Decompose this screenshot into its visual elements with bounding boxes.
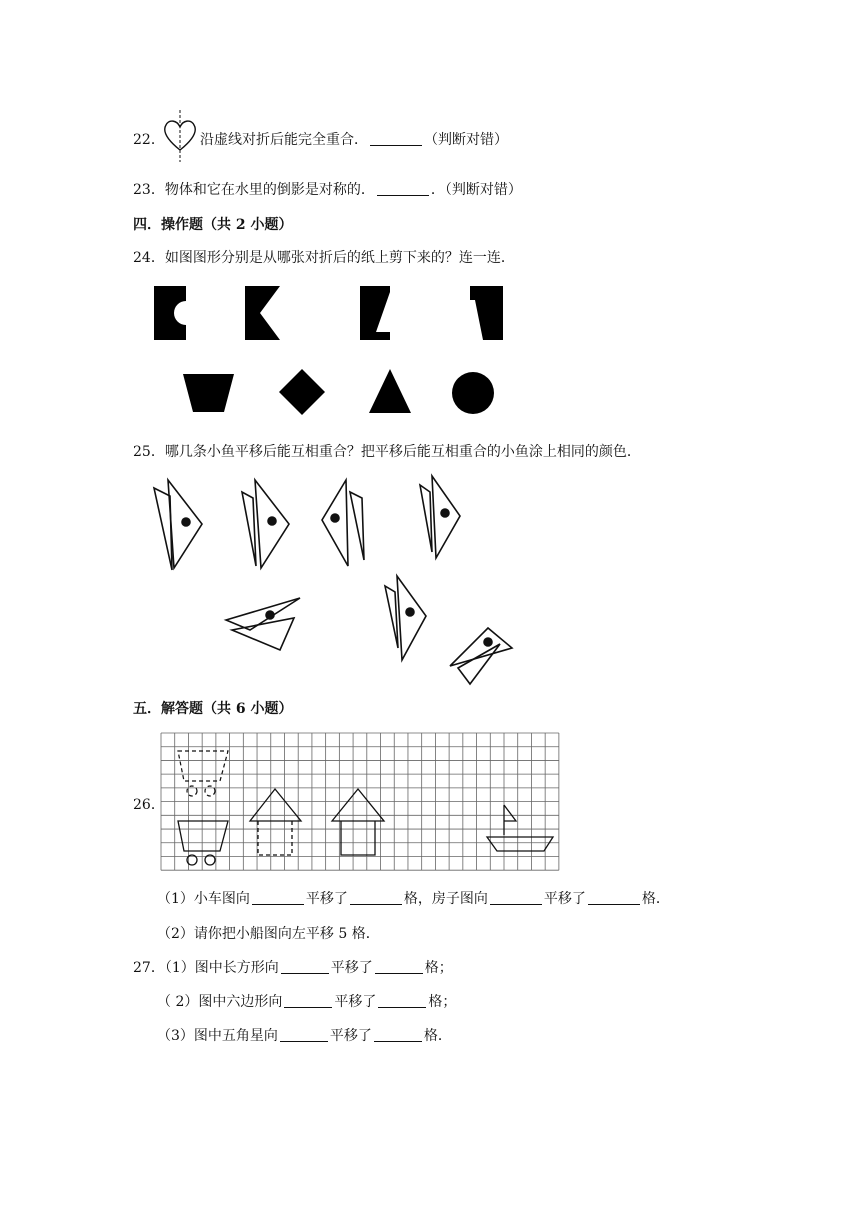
q26-car-direction-blank[interactable]	[252, 903, 304, 905]
folded-paper-diamond	[360, 286, 390, 340]
section-5-title: 五．解答题（共 6 小题）	[133, 701, 293, 717]
cutout-diamond	[279, 369, 325, 415]
cutout-triangle	[369, 369, 411, 413]
fish-7	[450, 628, 512, 684]
q23-text: 23．物体和它在水里的倒影是对称的． ．（判断对错）	[133, 182, 522, 198]
q27-hexagon-distance-blank[interactable]	[378, 1006, 426, 1008]
q27-star-distance-blank[interactable]	[374, 1040, 422, 1042]
boat	[487, 805, 553, 851]
fish-5	[226, 598, 300, 650]
folded-paper-trapezoid	[470, 286, 503, 340]
q26-house-direction-blank[interactable]	[490, 903, 542, 905]
q26-sub2: （2）请你把小船图向左平移 5 格．	[157, 926, 380, 942]
q25-fish-figure[interactable]	[140, 470, 530, 685]
car-dashed	[178, 751, 228, 796]
q22-answer-blank[interactable]	[370, 144, 422, 146]
q27-sub3: （3）图中五角星向 平移了 格．	[157, 1028, 452, 1044]
q27-sub2: （ 2）图中六边形向 平移了 格；	[157, 994, 457, 1010]
fish-1	[154, 480, 202, 570]
q26-grid-figure[interactable]	[161, 733, 571, 873]
q26-number: 26．	[133, 797, 165, 813]
cutout-trapezoid	[183, 374, 234, 412]
fish-6	[385, 576, 426, 660]
q25-text: 25．哪几条小鱼平移后能互相重合？把平移后能互相重合的小鱼涂上相同的颜色．	[133, 444, 641, 460]
q27-hexagon-direction-blank[interactable]	[284, 1006, 332, 1008]
heart-icon	[161, 110, 199, 162]
folded-paper-triangle	[245, 286, 280, 340]
house-right	[332, 789, 384, 855]
q27-sub1: 27．（1）图中长方形向 平移了 格；	[133, 960, 453, 976]
q22-number: 22．	[133, 132, 165, 148]
section-4-title: 四．操作题（共 2 小题）	[133, 217, 293, 233]
q27-star-direction-blank[interactable]	[280, 1040, 328, 1042]
q22-text: 沿虚线对折后能完全重合． （判断对错）	[200, 132, 508, 148]
q26-car-distance-blank[interactable]	[350, 903, 402, 905]
q27-rectangle-direction-blank[interactable]	[281, 972, 329, 974]
fish-4	[420, 476, 460, 558]
q26-house-distance-blank[interactable]	[588, 903, 640, 905]
q27-rectangle-distance-blank[interactable]	[375, 972, 423, 974]
fish-2	[242, 480, 289, 568]
fish-3	[322, 480, 364, 566]
q23-answer-blank[interactable]	[377, 194, 429, 196]
folded-paper-half-circle	[154, 286, 186, 340]
house-left	[250, 789, 301, 855]
q24-figure[interactable]	[140, 280, 520, 420]
cutout-circle	[452, 372, 494, 414]
q24-text: 24．如图图形分别是从哪张对折后的纸上剪下来的？连一连．	[133, 250, 515, 266]
q26-sub1: （1）小车图向 平移了 格，房子图向 平移了 格．	[157, 891, 670, 907]
